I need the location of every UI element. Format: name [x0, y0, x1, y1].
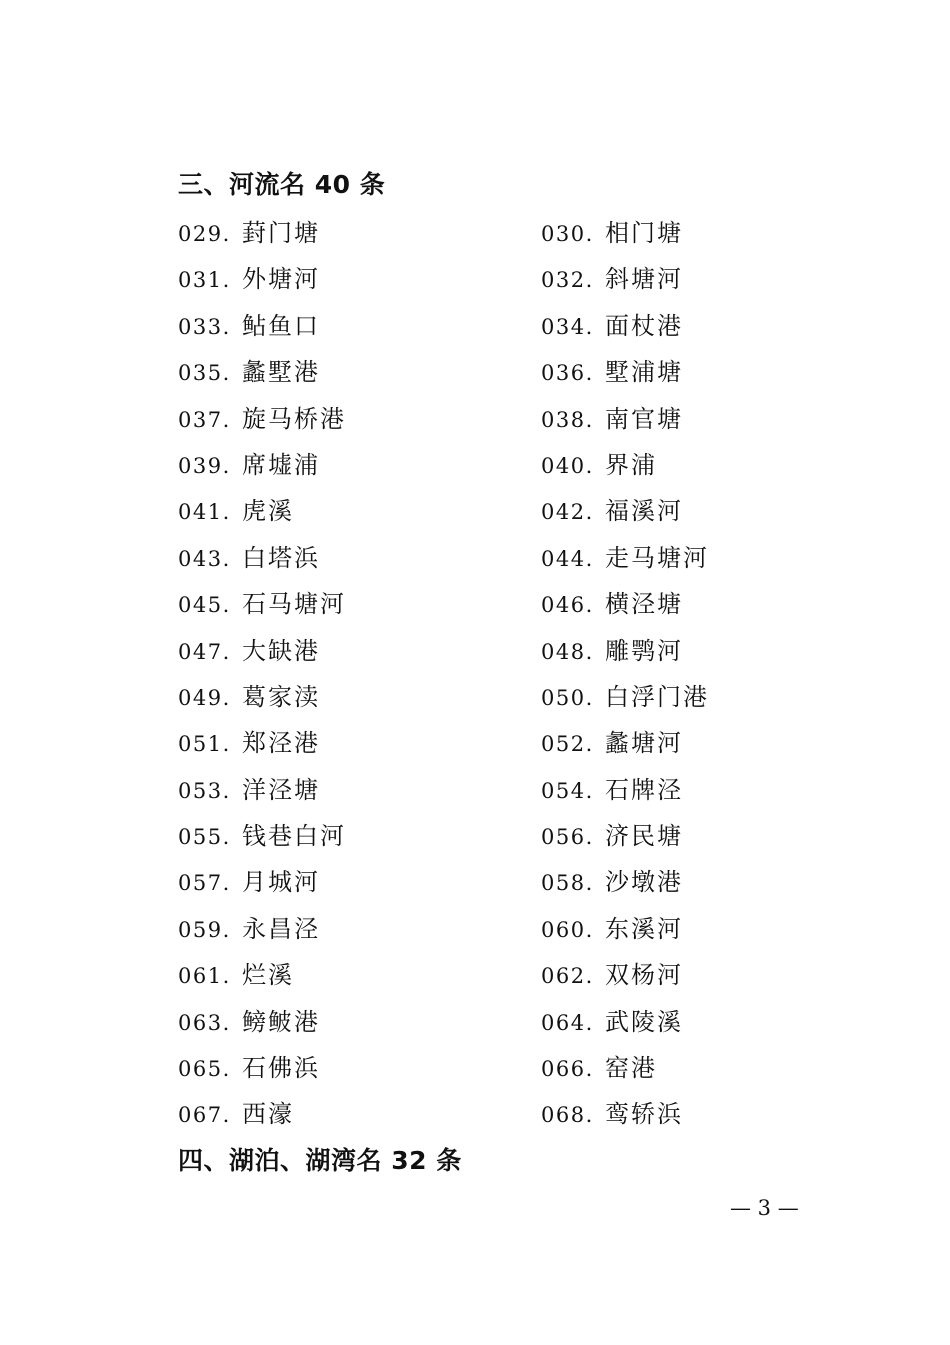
- item-name: 鲇鱼口: [242, 311, 320, 340]
- list-row: [178, 773, 778, 819]
- item-name: 洋泾塘: [242, 775, 320, 804]
- item-number: 033.: [178, 314, 231, 339]
- list-row: [178, 1097, 778, 1143]
- item-name: 鸾轿浜: [605, 1100, 683, 1129]
- list-row: [178, 402, 778, 448]
- item-name: 葛家渎: [242, 682, 320, 711]
- item-number: 039.: [178, 453, 231, 478]
- list-row: [178, 865, 778, 911]
- item-name: 横泾塘: [605, 590, 683, 619]
- item-name: 福溪河: [605, 497, 683, 526]
- item-name: 石马塘河: [242, 590, 346, 619]
- item-number: 053.: [178, 778, 231, 803]
- section-heading-lakes: 四、湖泊、湖湾名 32 条: [178, 1146, 462, 1175]
- item-number: 068.: [541, 1103, 594, 1128]
- list-row: [178, 355, 778, 401]
- list-item: [178, 587, 346, 621]
- list-row: [178, 587, 778, 633]
- list-item: [178, 355, 320, 389]
- item-number: 032.: [541, 268, 594, 293]
- item-name: 钱巷白河: [242, 822, 346, 851]
- item-name: 石牌泾: [605, 775, 683, 804]
- list-item: [541, 448, 657, 482]
- item-name: 济民塘: [605, 822, 683, 851]
- list-row: [178, 309, 778, 355]
- item-number: 049.: [178, 685, 231, 710]
- item-name: 斜塘河: [605, 265, 683, 294]
- list-item: [541, 494, 683, 528]
- list-item: [178, 958, 294, 992]
- list-item: [178, 1097, 294, 1131]
- item-name: 双杨河: [605, 961, 683, 990]
- list-item: [541, 402, 683, 436]
- list-item: [541, 1097, 683, 1131]
- page-number: — 3 —: [730, 1196, 799, 1220]
- item-number: 052.: [541, 732, 594, 757]
- list-item: [178, 680, 320, 714]
- list-item: [541, 541, 709, 575]
- item-number: 045.: [178, 593, 231, 618]
- list-item: [541, 1051, 657, 1085]
- item-name: 石佛浜: [242, 1054, 320, 1083]
- list-row: [178, 726, 778, 772]
- item-name: 烂溪: [242, 961, 294, 990]
- list-row: [178, 819, 778, 865]
- item-name: 大缺港: [242, 636, 320, 665]
- list-item: [541, 216, 683, 250]
- item-name: 月城河: [242, 868, 320, 897]
- item-number: 055.: [178, 825, 231, 850]
- list-item: [178, 494, 294, 528]
- item-number: 054.: [541, 778, 594, 803]
- list-item: [541, 912, 683, 946]
- item-number: 038.: [541, 407, 594, 432]
- item-name: 走马塘河: [605, 543, 709, 572]
- list-item: [541, 309, 683, 343]
- item-number: 066.: [541, 1057, 594, 1082]
- item-number: 061.: [178, 964, 231, 989]
- item-number: 029.: [178, 222, 231, 246]
- item-number: 046.: [541, 593, 594, 618]
- item-number: 043.: [178, 546, 231, 571]
- item-name: 葑门塘: [242, 219, 320, 247]
- item-name: 窑港: [605, 1054, 657, 1083]
- section-heading-rivers: 三、河流名 40 条: [178, 170, 386, 199]
- list-item: [541, 819, 683, 853]
- list-item: [541, 680, 709, 714]
- list-row: [178, 1005, 778, 1051]
- list-item: [178, 541, 320, 575]
- item-number: 050.: [541, 685, 594, 710]
- list-item: [541, 634, 683, 668]
- list-row: [178, 448, 778, 494]
- item-number: 060.: [541, 917, 594, 942]
- item-number: 057.: [178, 871, 231, 896]
- list-item: [178, 402, 346, 436]
- list-row: [178, 680, 778, 726]
- item-number: 051.: [178, 732, 231, 757]
- list-item: [178, 819, 346, 853]
- item-name: 蠡塘河: [605, 729, 683, 758]
- item-number: 031.: [178, 268, 231, 293]
- item-number: 062.: [541, 964, 594, 989]
- item-number: 036.: [541, 361, 594, 386]
- item-name: 雕鹗河: [605, 636, 683, 665]
- item-number: 065.: [178, 1057, 231, 1082]
- list-row: [178, 494, 778, 540]
- item-number: 058.: [541, 871, 594, 896]
- list-item: [541, 355, 683, 389]
- river-name-list: [178, 216, 778, 1144]
- list-item: [541, 726, 683, 760]
- item-name: 蠡墅港: [242, 358, 320, 387]
- item-name: 白塔浜: [242, 543, 320, 572]
- item-number: 030.: [541, 222, 594, 246]
- list-row: [178, 541, 778, 587]
- list-item: [178, 448, 320, 482]
- list-row: [178, 216, 778, 262]
- list-item: [178, 1051, 320, 1085]
- list-item: [541, 587, 683, 621]
- item-name: 席墟浦: [242, 450, 320, 479]
- item-number: 067.: [178, 1103, 231, 1128]
- list-item: [541, 958, 683, 992]
- item-name: 虎溪: [242, 497, 294, 526]
- list-row: [178, 634, 778, 680]
- item-name: 面杖港: [605, 311, 683, 340]
- list-item: [178, 1005, 320, 1039]
- list-item: [178, 309, 320, 343]
- item-name: 南官塘: [605, 404, 683, 433]
- item-name: 东溪河: [605, 914, 683, 943]
- item-name: 鳑鲏港: [242, 1007, 320, 1036]
- list-item: [178, 865, 320, 899]
- item-number: 048.: [541, 639, 594, 664]
- item-name: 白浮门港: [605, 682, 709, 711]
- item-name: 沙墩港: [605, 868, 683, 897]
- item-number: 047.: [178, 639, 231, 664]
- list-item: [178, 773, 320, 807]
- item-number: 041.: [178, 500, 231, 525]
- item-number: 035.: [178, 361, 231, 386]
- item-number: 040.: [541, 453, 594, 478]
- item-number: 037.: [178, 407, 231, 432]
- list-item: [178, 912, 320, 946]
- item-name: 郑泾港: [242, 729, 320, 758]
- list-row: [178, 262, 778, 308]
- list-item: [178, 216, 320, 250]
- item-number: 042.: [541, 500, 594, 525]
- list-item: [541, 773, 683, 807]
- item-name: 旋马桥港: [242, 404, 346, 433]
- item-name: 界浦: [605, 450, 657, 479]
- item-number: 059.: [178, 917, 231, 942]
- item-number: 063.: [178, 1010, 231, 1035]
- item-number: 064.: [541, 1010, 594, 1035]
- list-row: [178, 958, 778, 1004]
- item-number: 056.: [541, 825, 594, 850]
- list-item: [178, 726, 320, 760]
- list-item: [178, 262, 320, 296]
- item-name: 武陵溪: [605, 1007, 683, 1036]
- item-name: 西濠: [242, 1100, 294, 1129]
- item-number: 034.: [541, 314, 594, 339]
- item-name: 相门塘: [605, 219, 683, 247]
- list-row: [178, 1051, 778, 1097]
- list-item: [541, 1005, 683, 1039]
- list-item: [541, 865, 683, 899]
- item-name: 墅浦塘: [605, 358, 683, 387]
- item-name: 永昌泾: [242, 914, 320, 943]
- item-name: 外塘河: [242, 265, 320, 294]
- list-item: [178, 634, 320, 668]
- list-row: [178, 912, 778, 958]
- item-number: 044.: [541, 546, 594, 571]
- list-item: [541, 262, 683, 296]
